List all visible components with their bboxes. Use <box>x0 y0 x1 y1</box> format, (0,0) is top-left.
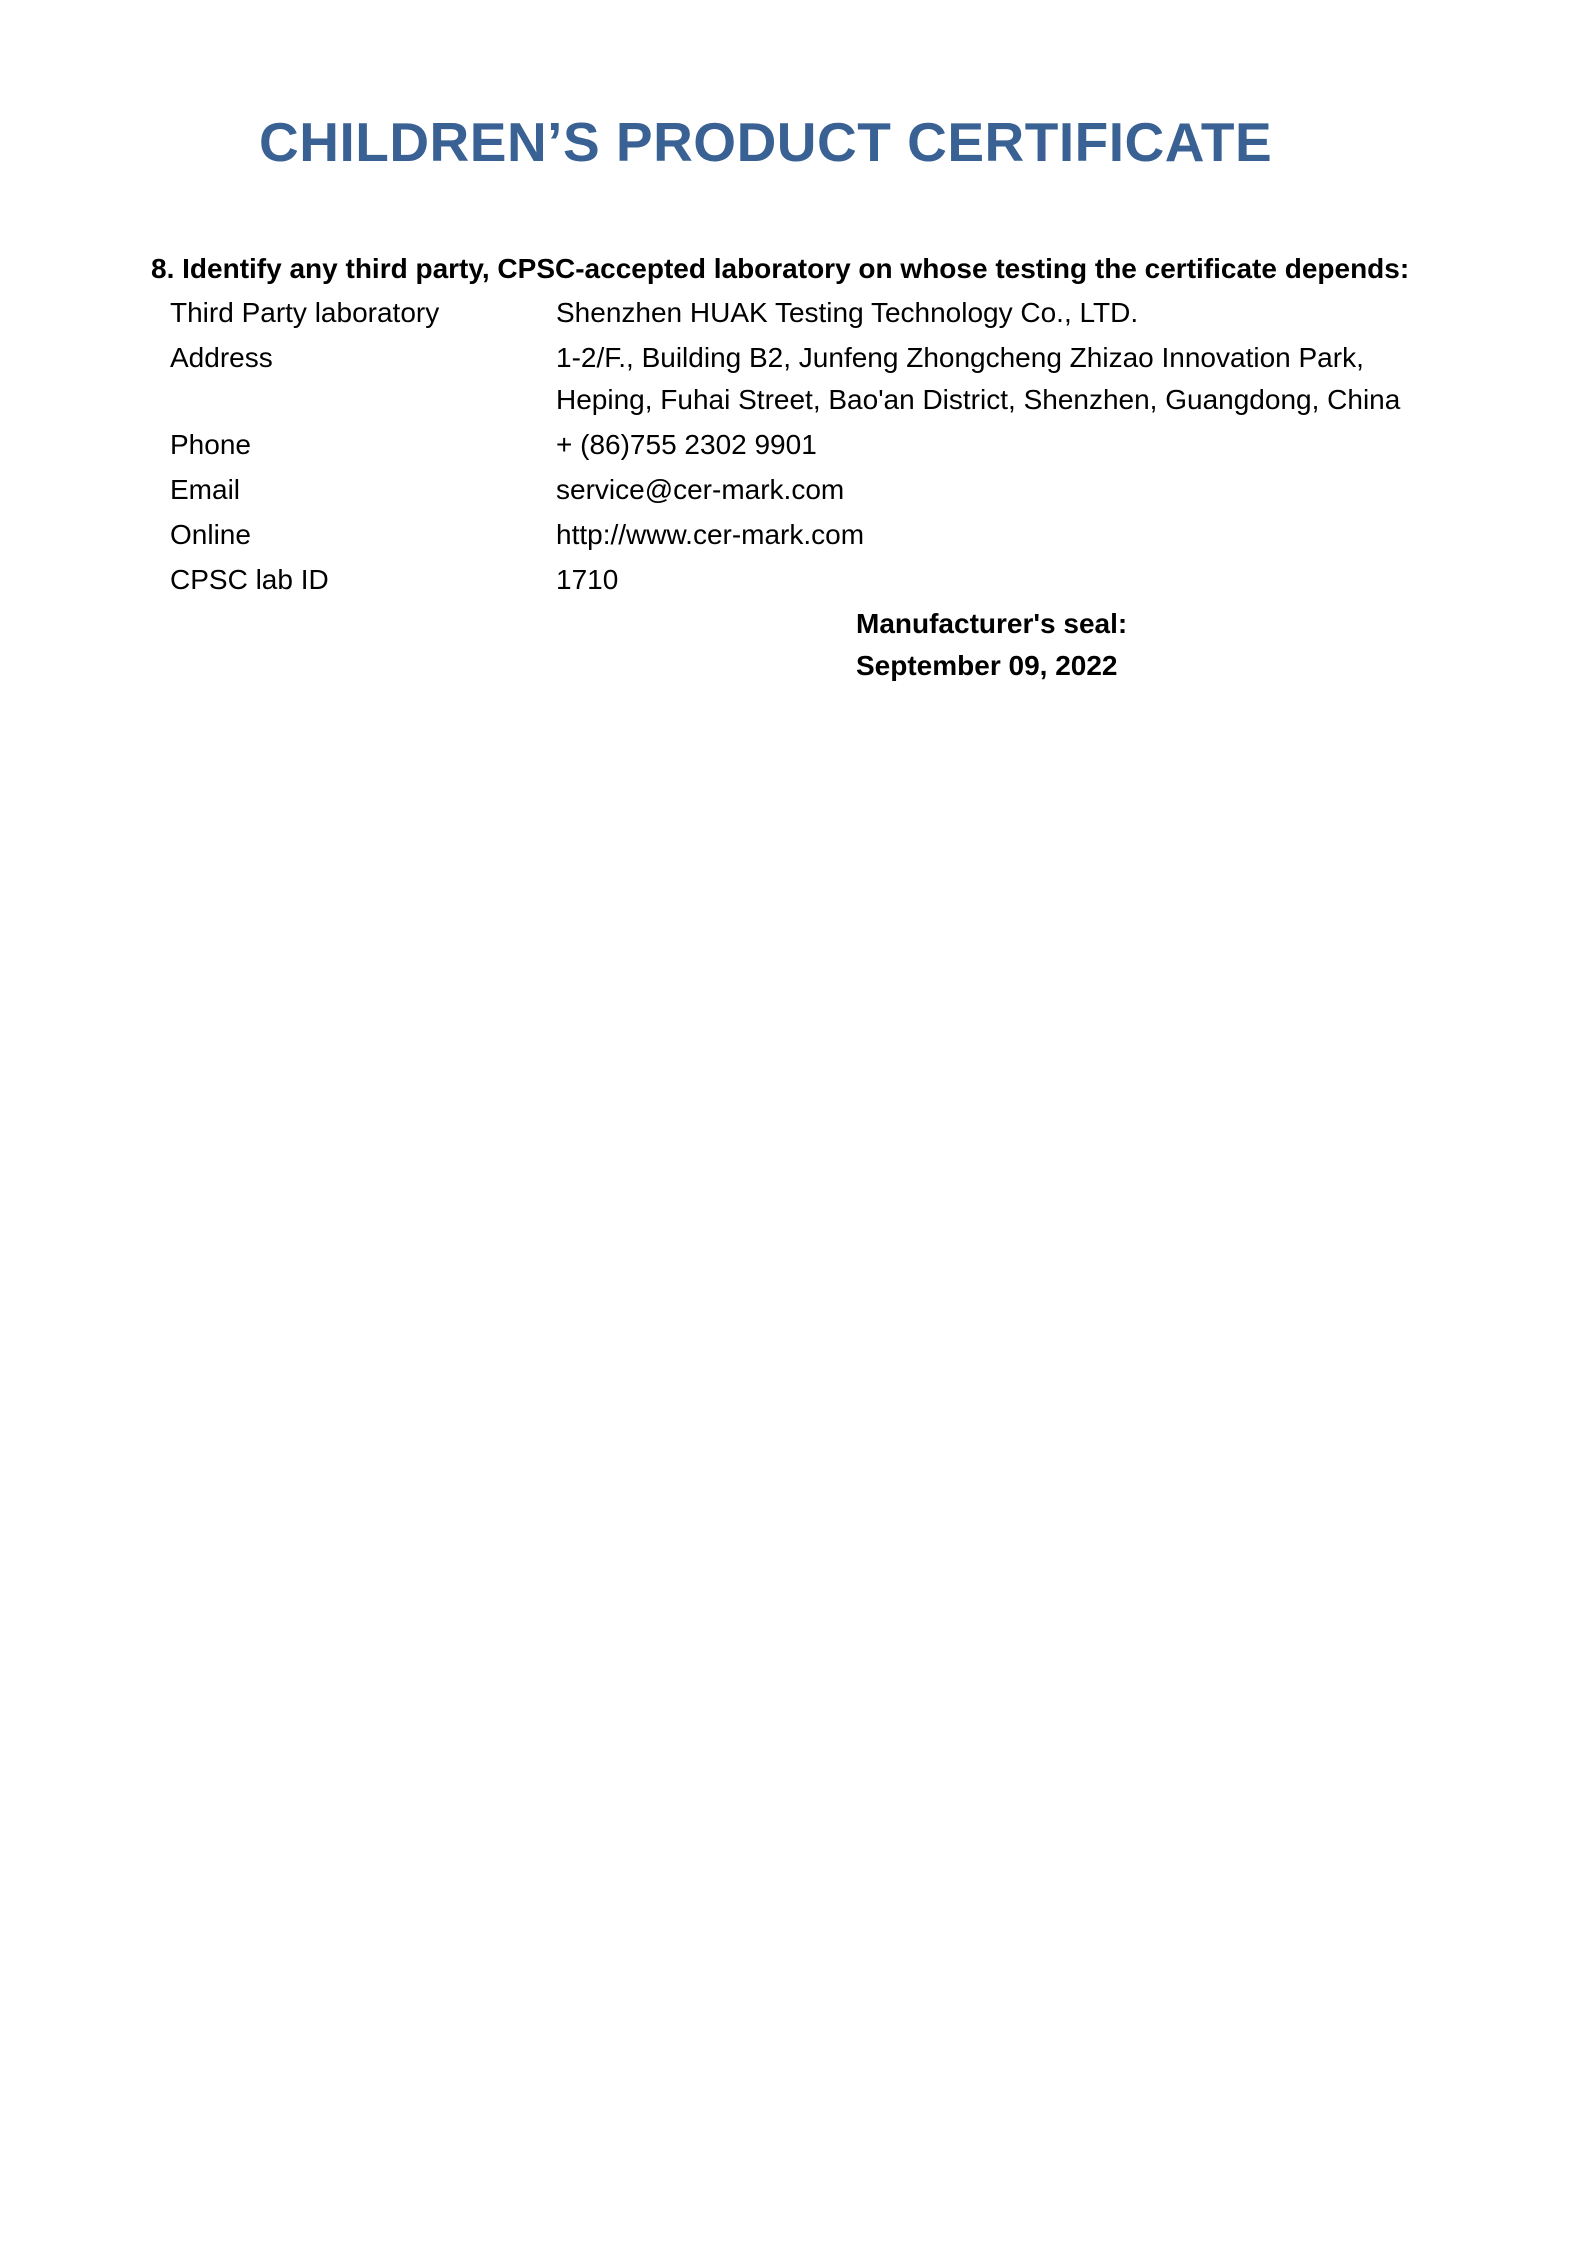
document-title: CHILDREN’S PRODUCT CERTIFICATE <box>259 111 1273 173</box>
address-row <box>170 337 1440 421</box>
seal-date: September 09, 2022 <box>856 650 1118 681</box>
field-value <box>556 469 1440 511</box>
lab-name-row <box>170 292 1440 334</box>
field-value-line: + (86)755 2302 9901 <box>556 429 817 460</box>
phone-row <box>170 424 1440 466</box>
field-label: Third Party laboratory <box>170 297 440 328</box>
field-value-line: 1710 <box>556 564 619 595</box>
field-label: Online <box>170 519 251 550</box>
field-label: Address <box>170 342 273 373</box>
field-value <box>556 337 1440 421</box>
field-value <box>556 424 1440 466</box>
website-value: http://www.cer-mark.com <box>556 519 865 550</box>
field-value <box>556 514 1440 556</box>
online-row <box>170 514 1440 556</box>
lab-id-row <box>170 559 1440 601</box>
seal-label: Manufacturer's seal: <box>856 608 1128 639</box>
field-value-line: Heping, Fuhai Street, Bao'an District, Shenzhen, Guangdong, China <box>556 384 1401 415</box>
field-value <box>556 292 1440 334</box>
manufacturer-seal-block <box>856 603 1127 687</box>
field-value-line: Shenzhen HUAK Testing Technology Co., LTD. <box>556 297 1139 328</box>
field-value <box>556 559 1440 601</box>
field-label: Email <box>170 474 241 505</box>
field-value-line: 1-2/F., Building B2, Junfeng Zhongcheng Zhizao Innovation Park, <box>556 342 1364 373</box>
section-heading: 8. Identify any third party, CPSC-accepted laboratory on whose testing the certificate depends: <box>151 253 1410 284</box>
email-row <box>170 469 1440 511</box>
lab-info-table <box>170 292 1440 604</box>
field-label: Phone <box>170 429 251 460</box>
field-label: CPSC lab ID <box>170 564 329 595</box>
email-value: service@cer-mark.com <box>556 474 845 505</box>
